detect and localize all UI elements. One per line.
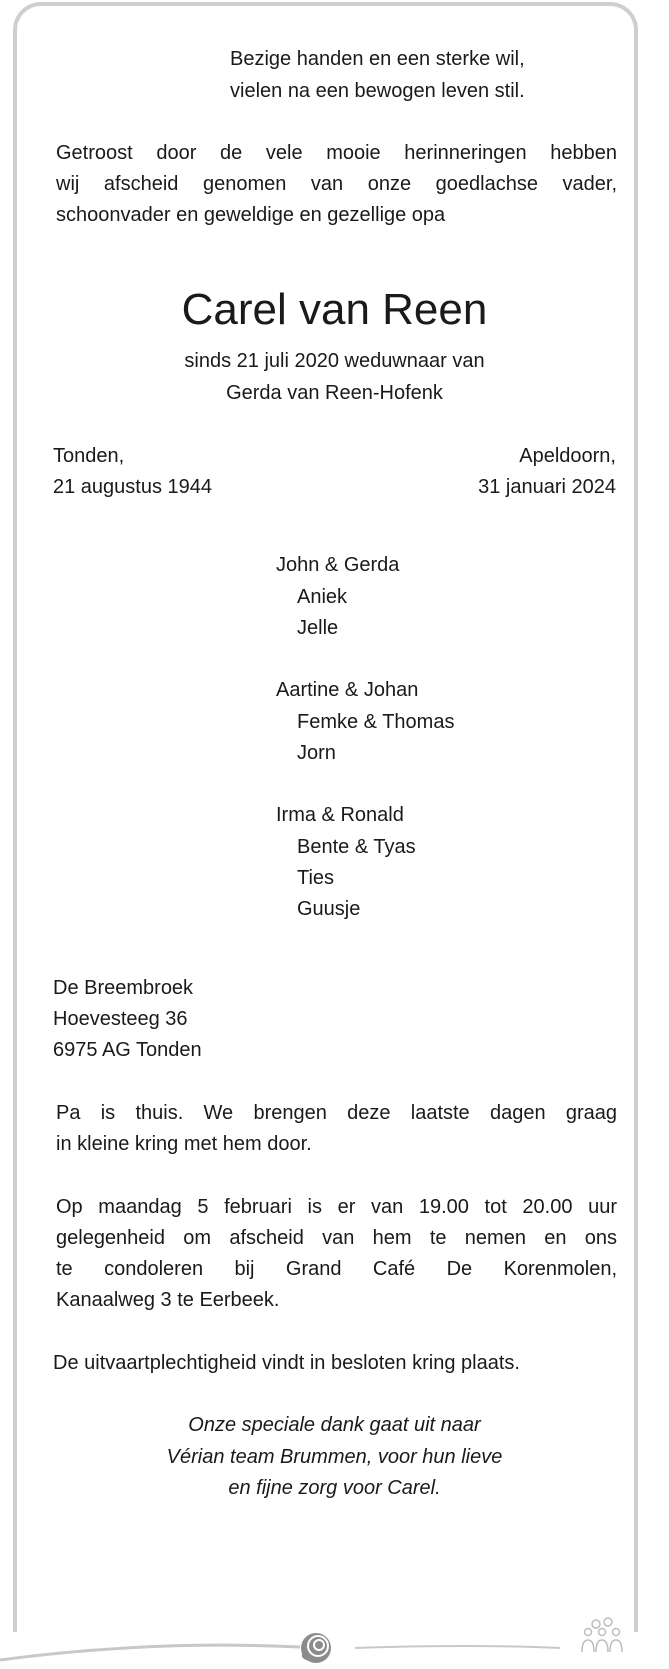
thanks-line-1: Onze speciale dank gaat uit naar	[188, 1414, 481, 1436]
family-child: Jelle	[297, 617, 339, 639]
family-couple-2: Aartine & Johan	[276, 679, 419, 701]
home-line-2: in kleine kring met hem door.	[56, 1133, 312, 1155]
death-date: 31 januari 2024	[478, 476, 616, 498]
home-line-1: Pa is thuis. We brengen deze laatste dagen graag	[56, 1102, 617, 1124]
condolence-line-3: te condoleren bij Grand Café De Korenmolen,	[56, 1258, 617, 1280]
funeral-text: De uitvaartplechtigheid vindt in besloten kring plaats.	[53, 1352, 520, 1374]
intro-line-2: wij afscheid genomen van onze goedlachse vader,	[56, 173, 617, 195]
poem-line-2: vielen na een bewogen leven stil.	[230, 80, 525, 102]
rose-logo-icon	[301, 1633, 331, 1663]
family-child: Bente & Tyas	[297, 836, 416, 858]
family-people-icon	[582, 1618, 622, 1652]
condolence-text	[56, 1192, 617, 1316]
left-swoosh	[0, 1645, 300, 1660]
family-child: Jorn	[297, 742, 336, 764]
family-child: Aniek	[297, 586, 348, 608]
poem-line-1: Bezige handen en een sterke wil,	[230, 48, 525, 70]
home-text	[56, 1098, 617, 1160]
condolence-line-4: Kanaalweg 3 te Eerbeek.	[56, 1289, 280, 1311]
family-child: Femke & Thomas	[297, 711, 455, 733]
right-swoosh	[355, 1646, 560, 1648]
address-line-2: Hoevesteeg 36	[53, 1008, 188, 1030]
family-child: Ties	[297, 867, 335, 889]
family-child: Guusje	[297, 898, 361, 920]
birth-date: 21 augustus 1944	[53, 476, 213, 498]
family-couple-3: Irma & Ronald	[276, 804, 404, 826]
widower-line-1: sinds 21 juli 2020 weduwnaar van	[184, 350, 485, 372]
widower-line-2: Gerda van Reen-Hofenk	[226, 382, 443, 404]
death-place: Apeldoorn,	[519, 445, 616, 467]
intro-line-3: schoonvader en geweldige en gezellige opa	[56, 204, 446, 226]
thanks-line-2: Vérian team Brummen, voor hun lieve	[166, 1446, 503, 1468]
birth-place: Tonden,	[53, 445, 125, 467]
address-line-3: 6975 AG Tonden	[53, 1039, 202, 1061]
condolence-line-1: Op maandag 5 februari is er van 19.00 tot 20.00 uur	[56, 1196, 617, 1218]
thanks-line-3: en fijne zorg voor Carel.	[228, 1477, 441, 1499]
address-line-1: De Breembroek	[53, 977, 194, 999]
intro-text	[56, 138, 617, 231]
bottom-decoration	[0, 1600, 669, 1669]
deceased-name: Carel van Reen	[181, 285, 488, 334]
family-couple-1: John & Gerda	[276, 554, 400, 576]
intro-line-1: Getroost door de vele mooie herinneringen hebben	[56, 142, 617, 164]
condolence-line-2: gelegenheid om afscheid van hem te nemen en ons	[56, 1227, 617, 1249]
